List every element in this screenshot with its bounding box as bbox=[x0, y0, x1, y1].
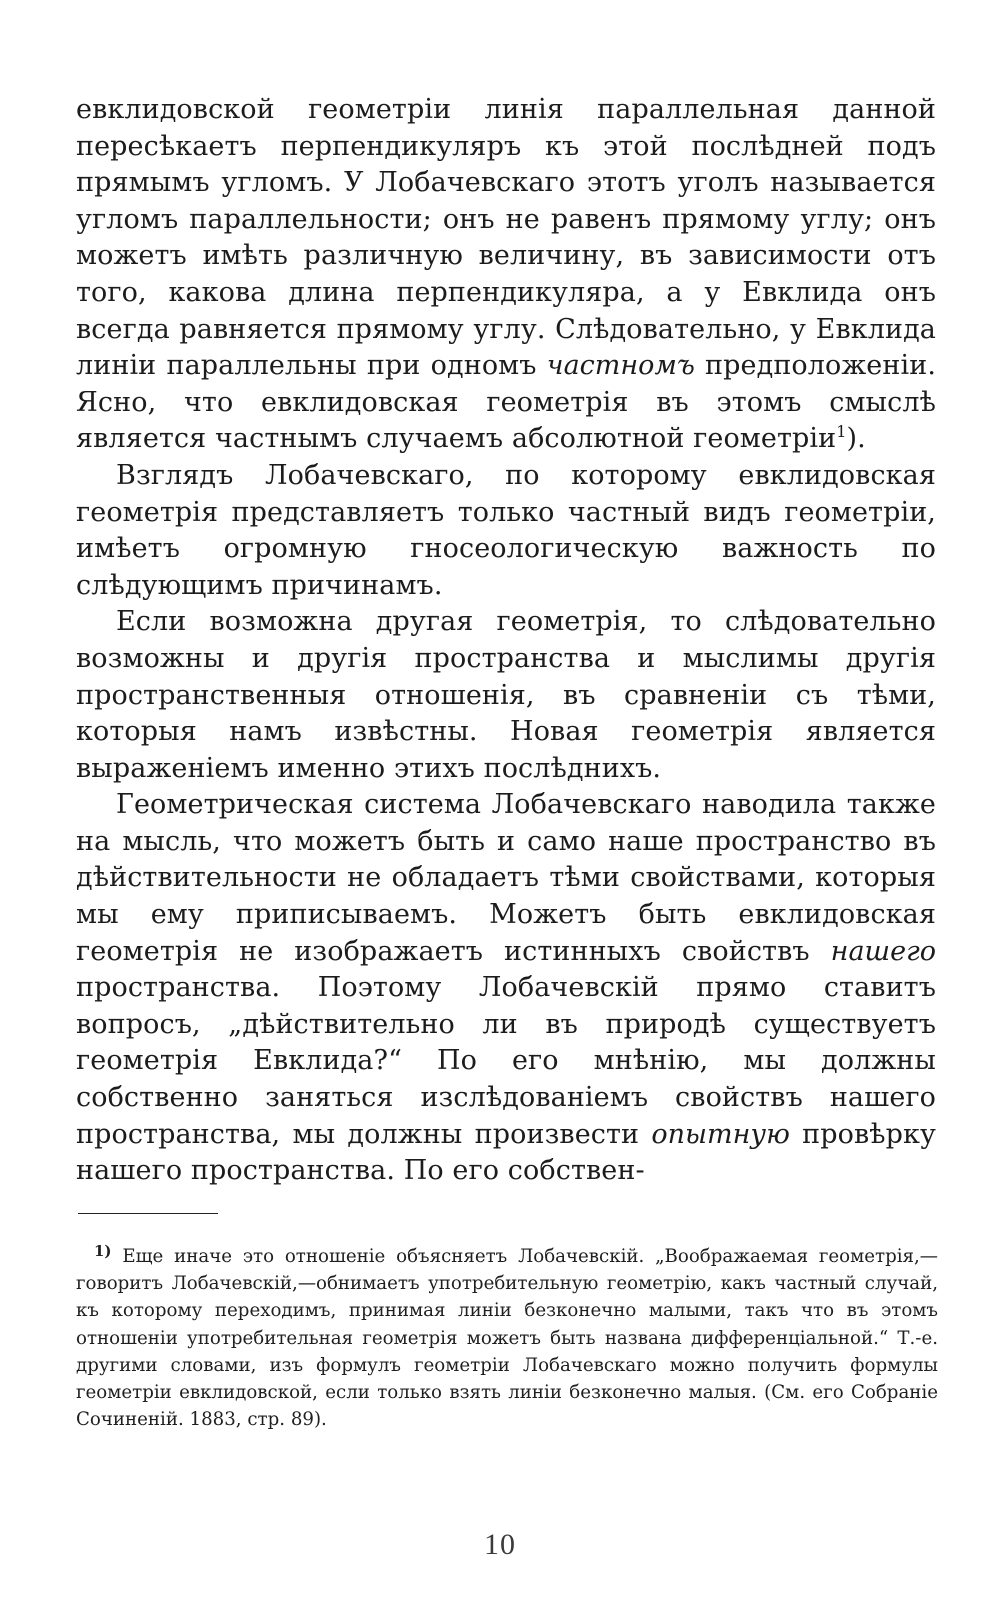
text-segment: Геометрическая система Лобачевскаго наводила также на мысль, что можетъ быть и само наше пространство въ дѣйствительности не обладаетъ тѣми свойствами, которыя мы ему приписываемъ. Можетъ быть евклидовская геометрія не изображаетъ истинныхъ свойствъ bbox=[76, 789, 936, 967]
italic-segment: опытную bbox=[651, 1118, 790, 1150]
footnote-separator bbox=[78, 1213, 218, 1214]
text-segment: Если возможна другая геометрія, то слѣдовательно возможны и другія пространства и мыслимы другія пространственныя отношенія, въ сравненіи съ тѣми, которыя намъ извѣстны. Новая геометрія является выраженіемъ именно этихъ послѣднихъ. bbox=[76, 606, 936, 784]
main-text bbox=[76, 92, 936, 1190]
italic-segment: нашего bbox=[830, 935, 936, 967]
footnote-reference[interactable]: 1 bbox=[836, 422, 847, 442]
paragraph-3 bbox=[76, 604, 936, 787]
page-number: 10 bbox=[484, 1528, 516, 1561]
text-segment: ). bbox=[846, 423, 866, 455]
text-segment: предположеніи. Ясно, что евклидовская геометрія въ этомъ смыслѣ является частнымъ случаемъ абсолютной геометріи bbox=[76, 350, 936, 455]
footnote-text: Еще иначе это отношеніе объясняетъ Лобачевскій. „Воображаемая геометрія,—говоритъ Лобачевскій,—обнимаетъ употребительную геометрію, какъ частный случай, къ которому переходимъ, принимая линіи безконечно малыми, такъ что въ этомъ отношеніи употребительная геометрія можетъ быть названа дифференціальной.“ Т.-е. другими словами, изъ формулъ геометріи Лобачевскаго можно получить формулы геометріи евклидовской, если только взять линіи безконечно малыя. (См. его Собраніе Сочиненій. 1883, стр. 89). bbox=[76, 1246, 938, 1431]
text-segment: Взглядъ Лобачевскаго, по которому евклидовская геометрія представляетъ только частный видъ геометріи, имѣетъ огромную гносеологическую важность по слѣдующимъ причинамъ. bbox=[76, 459, 936, 601]
text-segment: провѣрку нашего пространства. По его собствен- bbox=[76, 1118, 937, 1187]
text-segment: евклидовской геометріи линія параллельная данной пересѣкаетъ перпендикуляръ къ этой послѣдней подъ прямымъ угломъ. У Лобачевскаго этотъ уголъ называется угломъ параллельности; онъ не равенъ прямому углу; онъ можетъ имѣть различную величину, въ зависимости отъ того, какова длина перпендикуляра, а у Евклида онъ всегда равняется прямому углу. Слѣдовательно, у Евклида линіи параллельны при одномъ bbox=[76, 94, 936, 382]
italic-segment: частномъ bbox=[546, 350, 695, 382]
paragraph-2 bbox=[76, 458, 936, 604]
paragraph-4 bbox=[76, 787, 936, 1190]
text-segment: пространства. Поэтому Лобачевскій прямо ставитъ вопросъ, „дѣйствительно ли въ природѣ существуетъ геометрія Евклида?“ По его мнѣнію, мы должны собственно заняться изслѣдованіемъ свойствъ нашего пространства, мы должны произвести bbox=[76, 972, 936, 1150]
footnote-marker: 1) bbox=[94, 1242, 112, 1260]
footnote bbox=[76, 1243, 938, 1433]
paragraph-1 bbox=[76, 92, 936, 458]
